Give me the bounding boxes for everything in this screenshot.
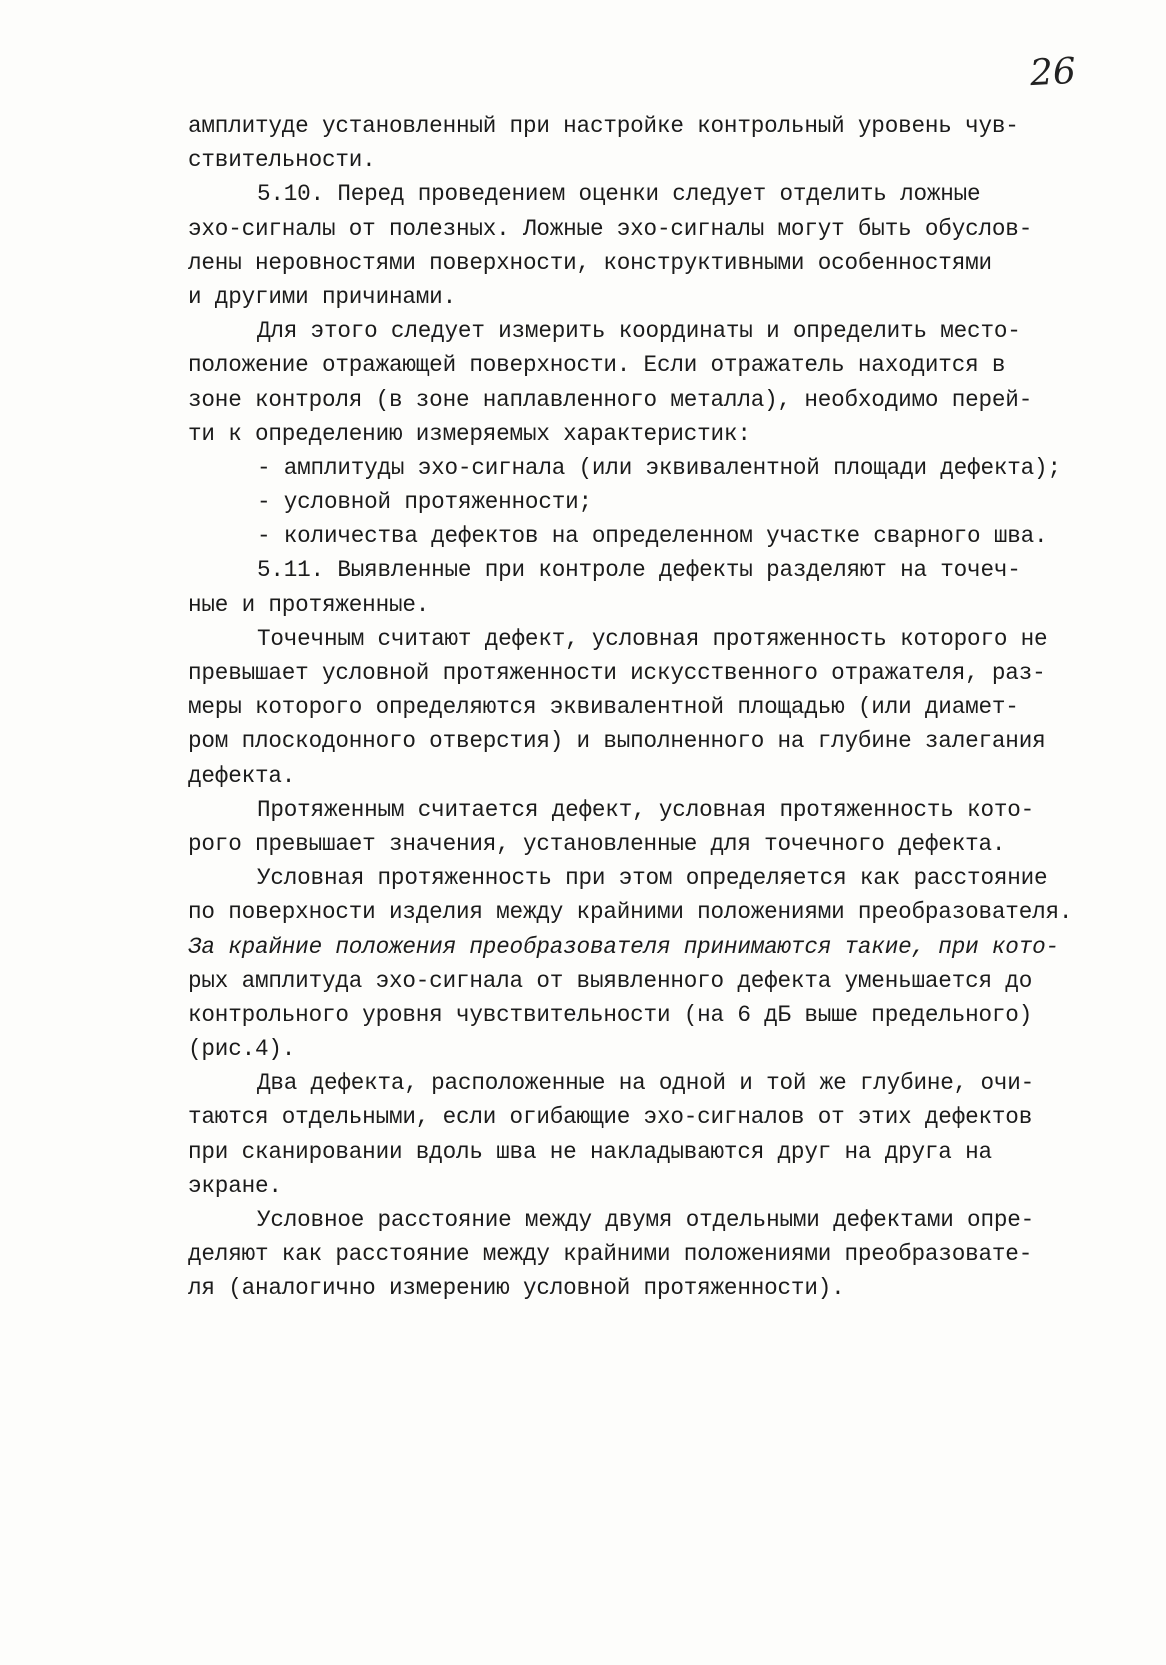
text-line: 5.11. Выявленные при контроле дефекты разделяют на точеч-: [256, 557, 1021, 584]
text-line: дефекта.: [188, 762, 296, 789]
text-line: Точечным считают дефект, условная протяженность которого не: [256, 625, 1048, 652]
text-line: ля (аналогично измерению условной протяженности).: [188, 1275, 845, 1302]
text-line: таются отдельными, если огибающие эхо-сигналов от этих дефектов: [188, 1104, 1033, 1131]
text-line: контрольного уровня чувствительности (на 6 дБ выше предельного): [188, 1001, 1033, 1028]
text-line: положение отражающей поверхности. Если отражатель находится в: [188, 352, 1006, 379]
text-line: Два дефекта, расположенные на одной и той же глубине, очи-: [256, 1070, 1035, 1097]
text-line: деляют как расстояние между крайними положениями преобразовате-: [188, 1241, 1033, 1268]
text-line: - количества дефектов на определенном участке сварного шва.: [256, 523, 1048, 550]
text-line: по поверхности изделия между крайними положениями преобразователя.: [188, 899, 1073, 926]
text-line: ствительности.: [188, 147, 376, 174]
text-line: ром плоскодонного отверстия) и выполненного на глубине залегания: [188, 728, 1046, 755]
text-line: и другими причинами.: [188, 283, 456, 310]
text-line: меры которого определяются эквивалентной площадью (или диамет-: [188, 694, 1019, 721]
text-line: амплитуде установленный при настройке контрольный уровень чув-: [188, 113, 1019, 139]
text-line: Протяженным считается дефект, условная протяженность кото-: [256, 796, 1035, 823]
text-line: зоне контроля (в зоне наплавленного металла), необходимо перей-: [188, 386, 1033, 413]
text-line: лены неровностями поверхности, конструктивными особенностями: [188, 249, 992, 276]
text-line: эхо-сигналы от полезных. Ложные эхо-сигналы могут быть обуслов-: [188, 215, 1033, 242]
text-line: рых амплитуда эхо-сигнала от выявленного дефекта уменьшается до: [188, 967, 1033, 994]
text-line: - амплитуды эхо-сигнала (или эквивалентной площади дефекта);: [256, 454, 1061, 481]
text-line: - условной протяженности;: [256, 489, 592, 516]
text-line: рого превышает значения, установленные для точечного дефекта.: [188, 830, 1006, 857]
text-line: превышает условной протяженности искусственного отражателя, раз-: [188, 660, 1046, 686]
text-line: Условное расстояние между двумя отдельными дефектами опре-: [256, 1207, 1035, 1233]
text-line: За крайние положения преобразователя принимаются такие, при кото-: [188, 933, 1059, 960]
text-line: 5.10. Перед проведением оценки следует отделить ложные: [256, 181, 981, 208]
text-line: ти к определению измеряемых характеристик:: [188, 420, 751, 447]
text-line: (рис.4).: [188, 1036, 296, 1063]
page-number: 26: [1028, 50, 1077, 95]
text-line: экране.: [188, 1172, 282, 1199]
text-line: ные и протяженные.: [188, 591, 430, 618]
text-line: Условная протяженность при этом определяется как расстояние: [256, 865, 1048, 892]
text-line: при сканировании вдоль шва не накладываются друг на друга на: [188, 1138, 992, 1165]
body-text: [188, 109, 1148, 1306]
text-line: Для этого следует измерить координаты и определить место-: [256, 318, 1021, 345]
